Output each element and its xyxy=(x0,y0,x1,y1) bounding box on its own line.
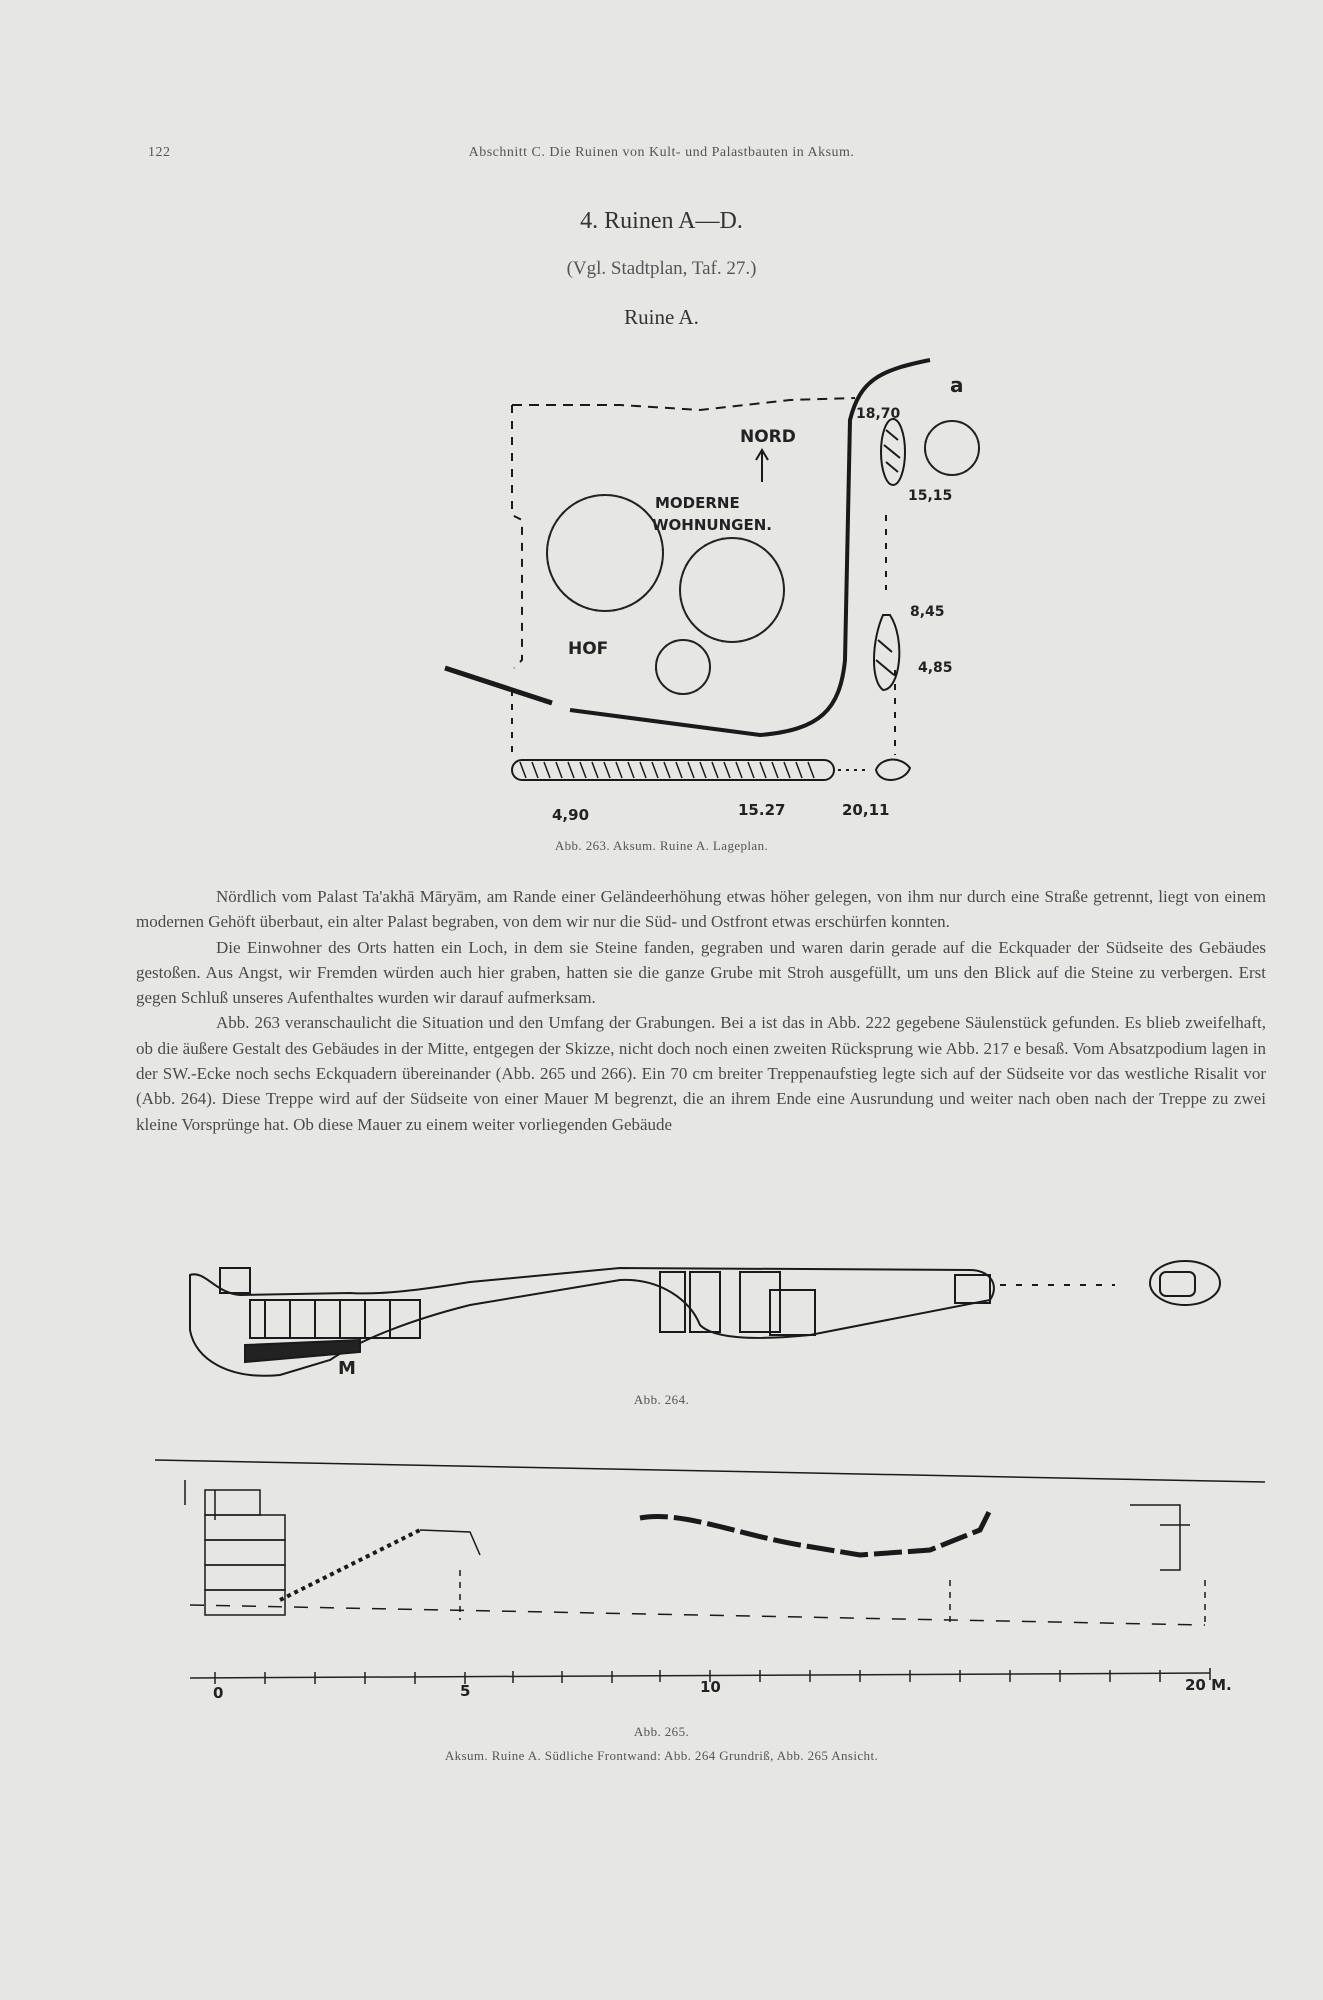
distance-label-3: 20,11 xyxy=(842,801,890,819)
height-label-1: 18,70 xyxy=(856,406,901,422)
section-title: 4. Ruinen A—D. xyxy=(580,208,743,234)
height-label-2: 15,15 xyxy=(908,488,953,504)
distance-label-1: 4,90 xyxy=(552,806,590,824)
section-reference: (Vgl. Stadtplan, Taf. 27.) xyxy=(566,258,757,279)
north-label: NORD xyxy=(740,427,796,447)
scale-label-10: 10 xyxy=(700,1678,721,1696)
scale-label-0: 0 xyxy=(213,1684,224,1702)
body-paragraph: Abb. 263 veranschaulicht die Situation und den Umfang der Grabungen. Bei a ist das in Abb. 222 gegebene Säulenstück gefunden. Es blieb zweifelhaft, ob die äußere Gestalt des Gebäudes in der Mitte, entgegen der Skizze, nicht doch noch einen zweiten Rücksprung wie Abb. 217 e besaß. Vom Absatzpodium lagen in der SW.-Ecke noch sechs Eckquadern übereinander (Abb. 265 und 266). Ein 70 cm breiter Treppenaufstieg legte sich auf der Südseite vor das westliche Risalit vor (Abb. 264). Diese Treppe wird auf der Südseite von einer Mauer M begrenzt, die an ihrem Ende eine Ausrundung und weiter nach oben nach der Treppe zu zwei kleine Vorsprünge hat. Ob diese Mauer zu einem weiter vorliegenden Gebäude xyxy=(136,1013,1266,1134)
body-paragraph: Die Einwohner des Orts hatten ein Loch, in dem sie Steine fanden, gegraben und waren darin gerade auf die Eckquader der Südseite des Gebäudes gestoßen. Aus Angst, wir Fremden würden auch hier graben, hatten sie die ganze Grube mit Stroh ausgefüllt, um uns den Blick auf die Steine zu verbergen. Erst gegen Schluß unseres Aufenthaltes wurden wir darauf aufmerksam. xyxy=(136,937,1266,1008)
height-label-3: 8,45 xyxy=(910,604,945,620)
south-front-wall xyxy=(512,760,834,780)
page-number: 122 xyxy=(148,145,171,160)
body-paragraph: Nördlich vom Palast Ta'akhā Māryām, am Rande einer Geländeerhöhung etwas höher gelegen, von ihm nur durch eine Straße getrennt, liegt von einem modernen Gehöft überbaut, ein alter Palast begraben, von dem wir nur die Süd- und Ostfront etwas erschürfen konnten. xyxy=(136,887,1266,932)
figure-264-caption: Abb. 264. xyxy=(633,1392,690,1407)
figure-265-elevation xyxy=(155,1460,1265,1625)
running-title: Abschnitt C. Die Ruinen von Kult- und Palastbauten in Aksum. xyxy=(468,145,855,160)
bottom-caption: Aksum. Ruine A. Südliche Frontwand: Abb. 264 Grundriß, Abb. 265 Ansicht. xyxy=(444,1748,879,1763)
scale-label-5: 5 xyxy=(460,1682,471,1700)
wall-m-label: M xyxy=(338,1358,356,1379)
east-pillar-lower xyxy=(874,615,899,690)
height-label-4: 4,85 xyxy=(918,660,953,676)
body-text xyxy=(136,884,1266,1137)
section-subtitle: Ruine A. xyxy=(624,305,699,329)
figure-265-caption: Abb. 265. xyxy=(633,1724,690,1739)
court-label: HOF xyxy=(568,639,609,659)
distance-label-2: 15.27 xyxy=(738,801,786,819)
north-arrow xyxy=(756,450,768,482)
modern-dwellings-label-2: WOHNUNGEN. xyxy=(652,516,772,534)
excavation-outline xyxy=(512,398,855,410)
modern-dwellings-label-1: MODERNE xyxy=(655,494,740,512)
figure-263-caption: Abb. 263. Aksum. Ruine A. Lageplan. xyxy=(554,838,769,853)
point-a-label: a xyxy=(950,373,964,397)
scale-label-20: 20 M. xyxy=(1185,1676,1232,1694)
